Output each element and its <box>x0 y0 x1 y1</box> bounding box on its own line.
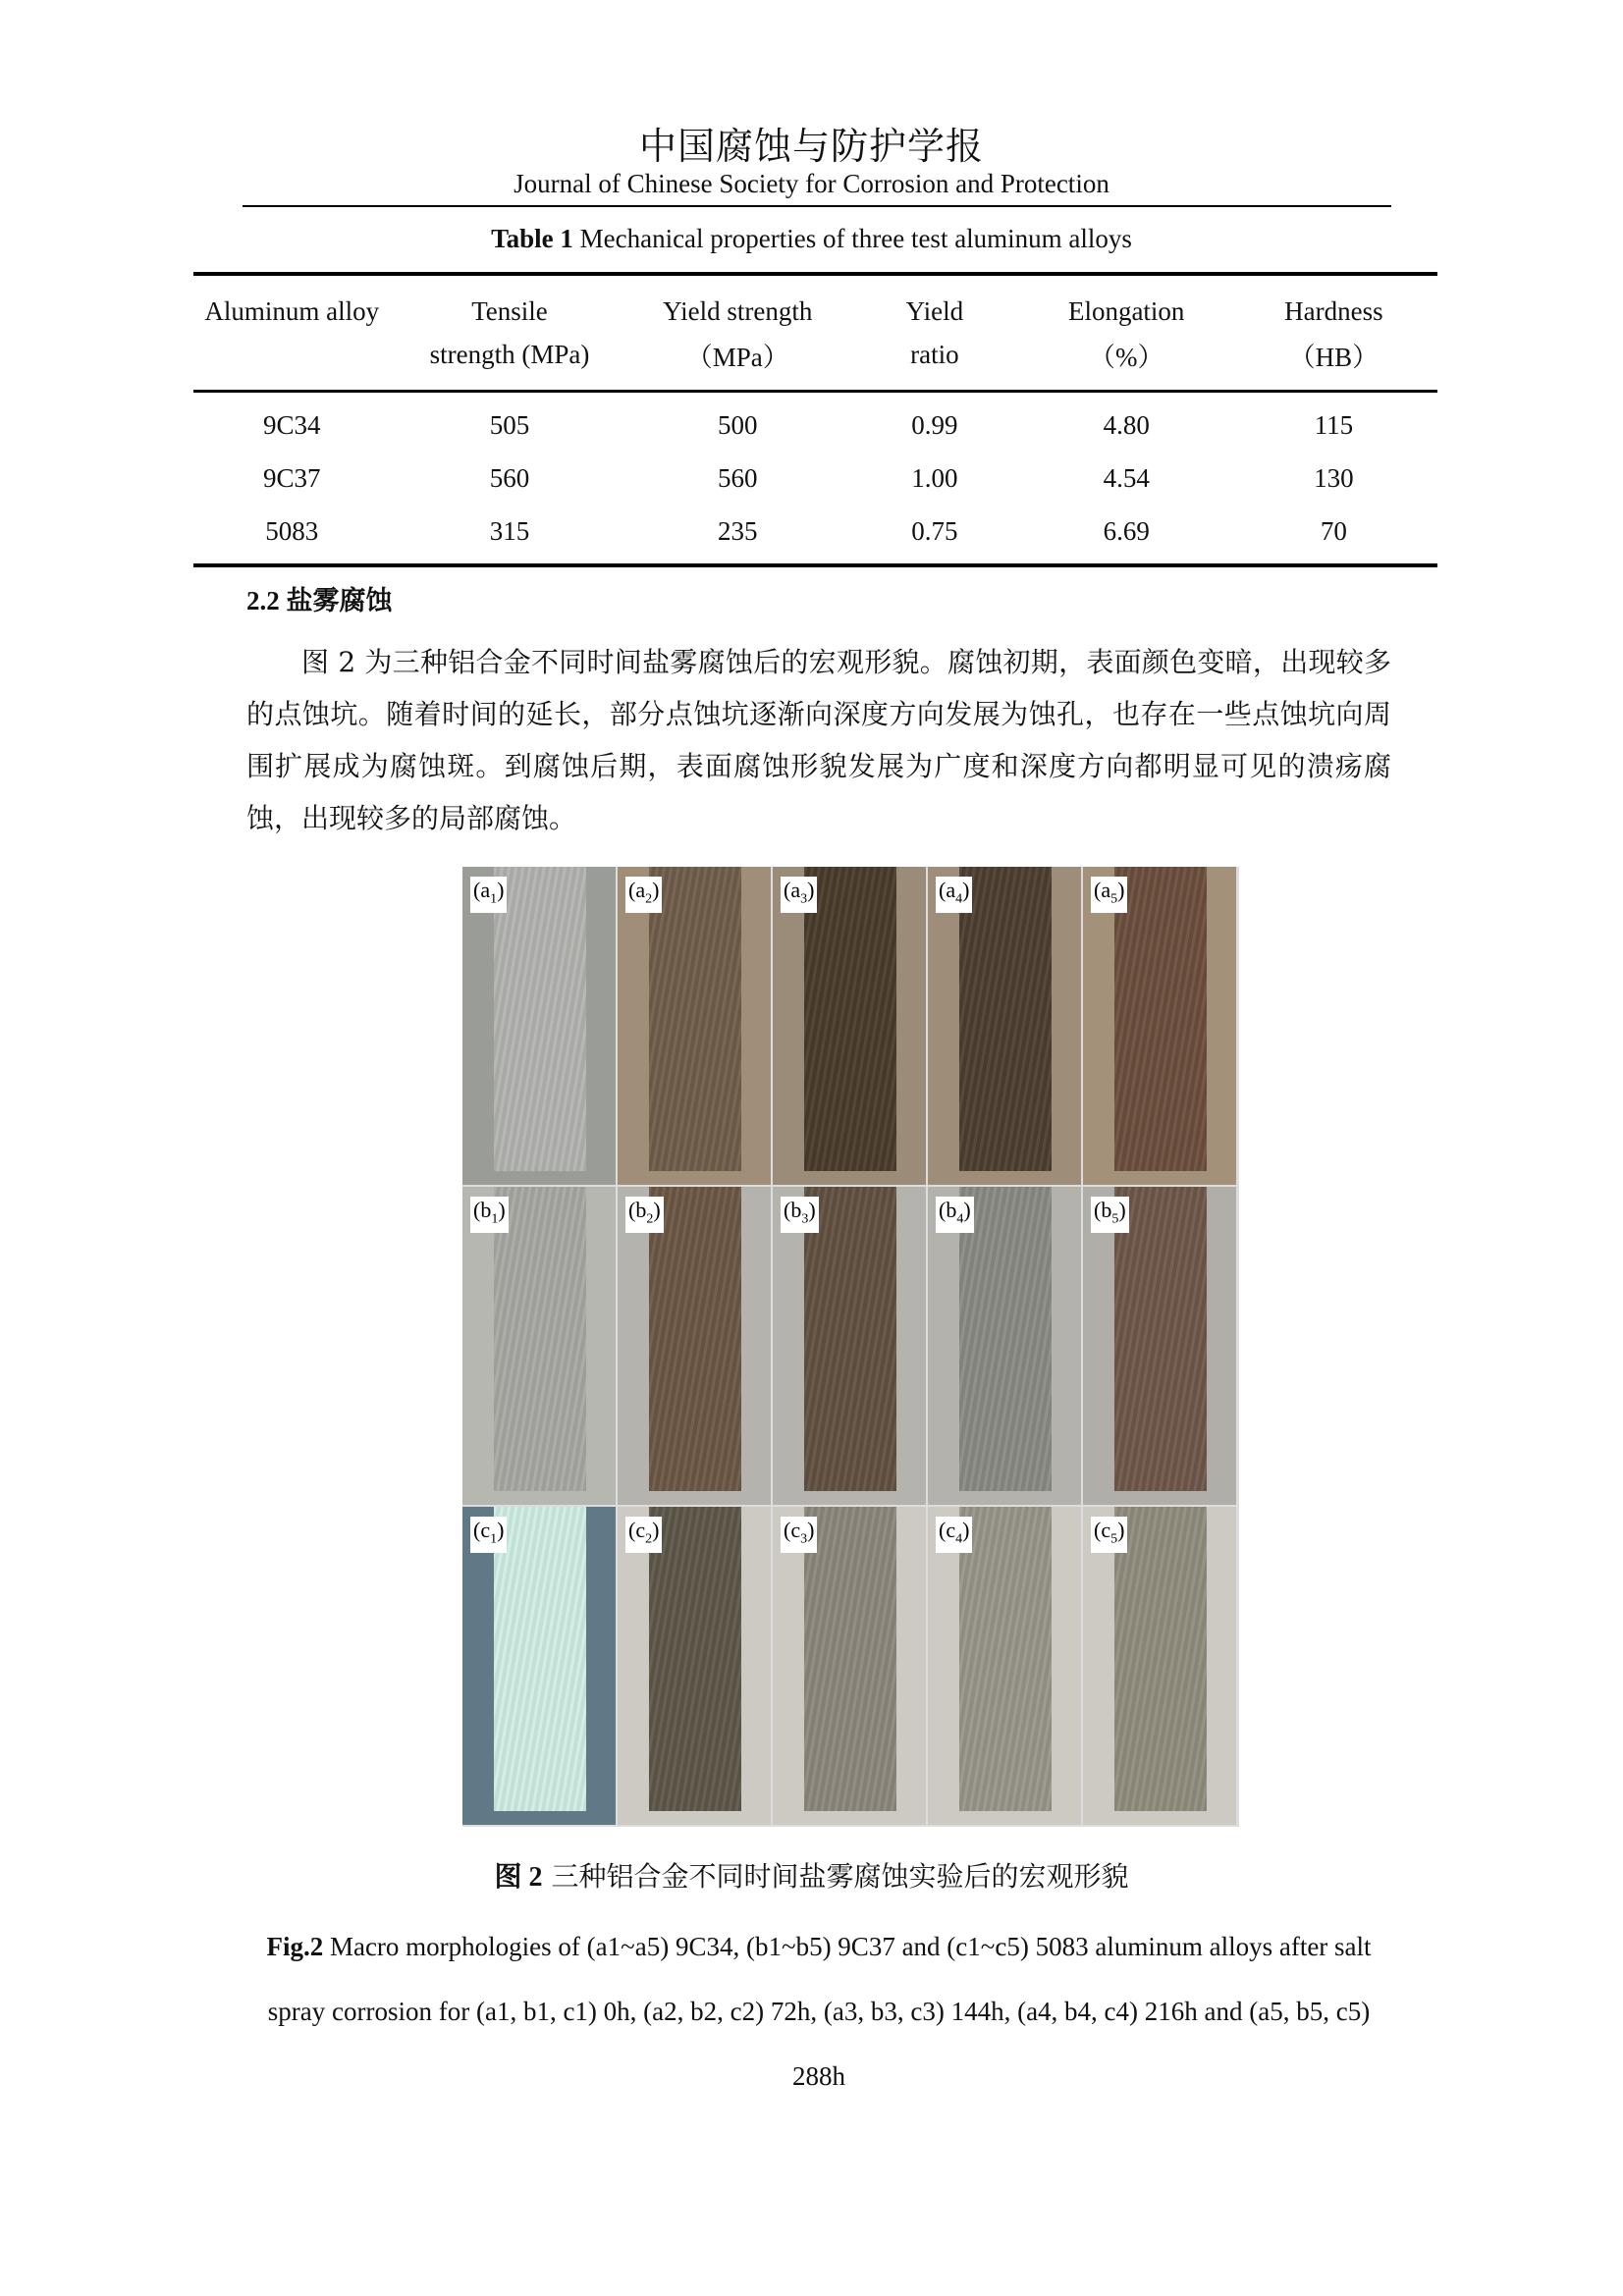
table-cell: 6.69 <box>1023 505 1230 565</box>
body-paragraph: 图 2 为三种铝合金不同时间盐雾腐蚀后的宏观形貌。腐蚀初期，表面颜色变暗，出现较多的点蚀坑。随着时间的延长，部分点蚀坑逐渐向深度方向发展为蚀孔，也存在一些点蚀坑向周围扩展成为腐蚀斑。到腐蚀后期，表面腐蚀形貌发展为广度和深度方向都明显可见的溃疡腐蚀，出现较多的局部腐蚀。 <box>246 646 1391 834</box>
figure-caption-cn <box>0 1855 1623 1895</box>
specimen-strip <box>649 867 741 1171</box>
specimen-photo-a2 <box>618 867 771 1185</box>
table-cell: 9C37 <box>263 462 321 493</box>
column-header-unit: （%） <box>1023 333 1230 392</box>
column-header-unit: strength (MPa) <box>391 333 629 392</box>
table-cell: 1.00 <box>911 462 958 493</box>
specimen-photo-b3 <box>773 1187 926 1505</box>
panel-label: $(c_1)$ <box>470 1517 507 1553</box>
figure-caption-en-text: Macro morphologies of (a1~a5) 9C34, (b1~b5) 9C37 and (c1~c5) 5083 aluminum alloys after salt spray corrosion for (a1, b1, c1) 0h, (a2, b2, c2) 72h, (a3, b3, c3) 144h, (a4, b4, c4) 216h and (a5, b5, c5) 288h <box>267 1932 1372 2091</box>
specimen-strip <box>959 1507 1052 1811</box>
panel-label: $(b_4)$ <box>936 1197 974 1233</box>
journal-title-cn: 中国腐蚀与防护学报 <box>638 127 984 168</box>
table-row <box>193 392 1437 453</box>
column-header: Tensile <box>391 274 629 333</box>
table-header-row <box>193 274 1437 333</box>
column-header: Yield <box>846 274 1022 333</box>
column-header-unit: （HB） <box>1230 333 1437 392</box>
table-cell: 560 <box>718 462 758 493</box>
table-row <box>193 452 1437 505</box>
specimen-photo-b1 <box>462 1187 616 1505</box>
table-header-row <box>193 333 1437 392</box>
specimen-photo-c2 <box>618 1507 771 1825</box>
specimen-photo-b2 <box>618 1187 771 1505</box>
figure-caption-en-label: Fig.2 <box>266 1932 324 1961</box>
table-cell: 130 <box>1314 462 1354 493</box>
panel-label: $(c_3)$ <box>781 1517 817 1553</box>
specimen-strip <box>804 1507 896 1811</box>
column-header: Hardness <box>1230 274 1437 333</box>
specimen-photo-c5 <box>1083 1507 1236 1825</box>
mechanical-properties-table <box>193 272 1437 567</box>
specimen-photo-b5 <box>1083 1187 1236 1505</box>
table-cell: 5083 <box>193 505 391 565</box>
specimen-strip <box>1114 867 1207 1171</box>
table-cell: 315 <box>391 505 629 565</box>
panel-label: $(a_3)$ <box>781 877 817 913</box>
panel-label: $(c_5)$ <box>1091 1517 1127 1553</box>
panel-label: $(c_4)$ <box>936 1517 972 1553</box>
table-caption-text: Mechanical properties of three test aluminum alloys <box>572 224 1132 253</box>
panel-label: $(a_5)$ <box>1091 877 1127 913</box>
panel-label: $(b_3)$ <box>781 1197 819 1233</box>
table-cell: 70 <box>1230 505 1437 565</box>
table-cell: 4.80 <box>1103 409 1150 440</box>
journal-title-en: Journal of Chinese Society for Corrosion and Protection <box>514 169 1109 198</box>
specimen-photo-a1 <box>462 867 616 1185</box>
column-header-unit: （MPa） <box>628 333 846 392</box>
header-rule <box>243 205 1391 207</box>
panel-label: $(b_5)$ <box>1091 1197 1129 1233</box>
figure-caption-en <box>246 1914 1391 2109</box>
specimen-strip <box>804 867 896 1171</box>
figure-caption-cn-label: 图 2 <box>494 1862 543 1893</box>
panel-label: $(b_2)$ <box>625 1197 664 1233</box>
panel-label: $(b_1)$ <box>470 1197 509 1233</box>
section-heading: 2.2 盐雾腐蚀 <box>246 586 393 615</box>
column-header-unit: ratio <box>846 333 1022 392</box>
column-header: Aluminum alloy <box>193 274 391 333</box>
table-cell: 115 <box>1314 409 1354 440</box>
specimen-photo-a4 <box>928 867 1081 1185</box>
table-cell: 0.99 <box>911 409 958 440</box>
specimen-strip <box>1114 1507 1207 1811</box>
specimen-photo-b4 <box>928 1187 1081 1505</box>
column-header: Elongation <box>1023 274 1230 333</box>
table-cell: 560 <box>489 462 530 493</box>
table-row <box>193 505 1437 565</box>
specimen-strip <box>494 1507 586 1811</box>
specimen-strip <box>494 867 586 1171</box>
panel-label: $(c_2)$ <box>625 1517 662 1553</box>
panel-label: $(a_4)$ <box>936 877 972 913</box>
specimen-strip <box>959 867 1052 1171</box>
specimen-photo-a5 <box>1083 867 1236 1185</box>
specimen-photo-c3 <box>773 1507 926 1825</box>
specimen-strip <box>649 1507 741 1811</box>
table-cell: 4.54 <box>1103 462 1150 493</box>
table-cell: 0.75 <box>846 505 1022 565</box>
figure-caption-cn-text: 三种铝合金不同时间盐雾腐蚀实验后的宏观形貌 <box>542 1860 1129 1893</box>
column-header-unit <box>193 333 391 392</box>
table-cell: 500 <box>718 409 758 440</box>
table-caption-label: Table 1 <box>491 224 573 253</box>
corrosion-photo-grid <box>462 867 1239 1827</box>
table-caption <box>0 224 1623 254</box>
panel-label: $(a_1)$ <box>470 877 507 913</box>
specimen-photo-a3 <box>773 867 926 1185</box>
specimen-photo-c1 <box>462 1507 616 1825</box>
table-cell: 235 <box>628 505 846 565</box>
panel-label: $(a_2)$ <box>625 877 662 913</box>
table-cell: 505 <box>489 409 530 440</box>
table-cell: 9C34 <box>263 409 321 440</box>
specimen-photo-c4 <box>928 1507 1081 1825</box>
column-header: Yield strength <box>628 274 846 333</box>
